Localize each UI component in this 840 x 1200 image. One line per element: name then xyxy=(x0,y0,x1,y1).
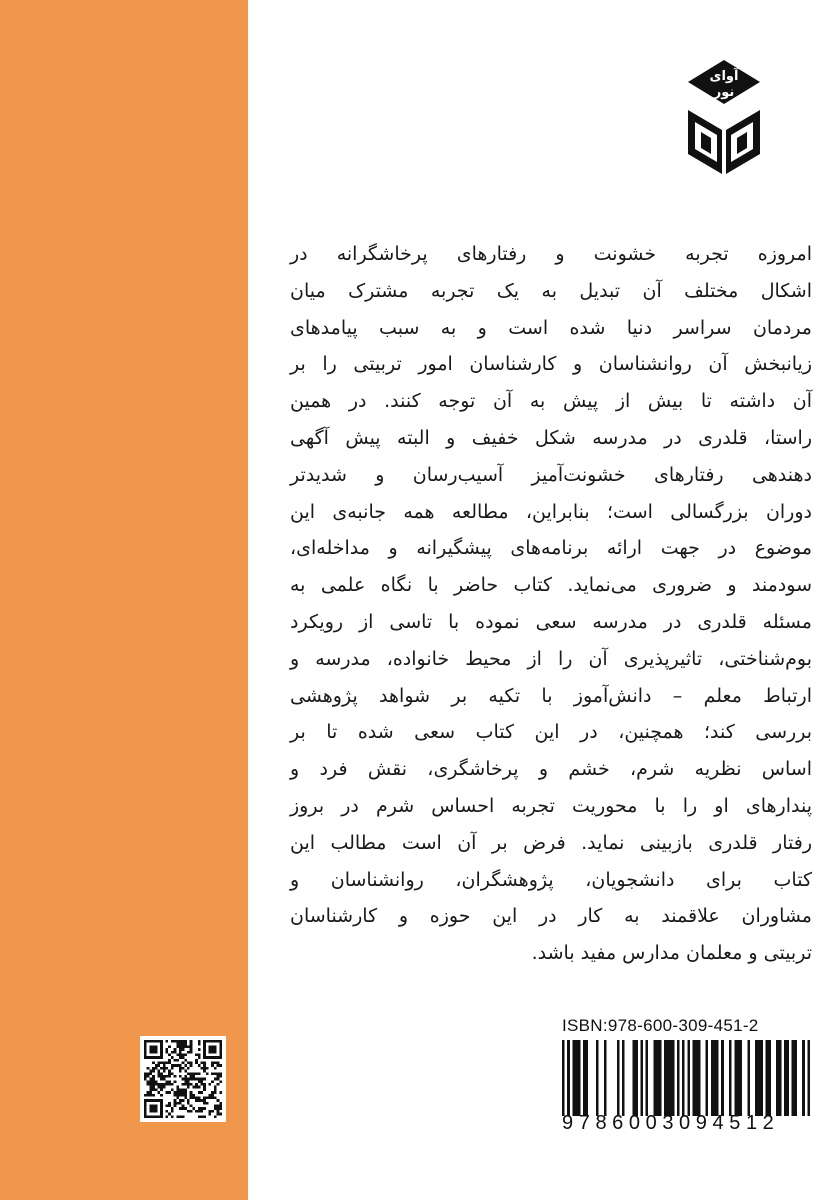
blurb-line: اساس نظریه شرم، خشم و پرخاشگری، نقش فرد و xyxy=(290,758,812,781)
logo-text-line2: نور xyxy=(713,85,735,100)
blurb-line: مشاوران علاقمند به کار در این حوزه و کارشناسان xyxy=(290,905,812,928)
barcode-digits: 9786003094512 xyxy=(562,1112,780,1134)
blurb-line: پندارهای او را با محوریت تجربه احساس شرم در بروز xyxy=(290,794,812,817)
blurb-line: مردمان سراسر دنیا شده است و به سبب پیامدهای xyxy=(290,316,812,339)
publisher-logo-icon xyxy=(686,58,762,176)
logo-text-line1: آوای xyxy=(709,69,739,84)
blurb-line: کتاب برای دانشجویان، پژوهشگران، روانشناسان و xyxy=(290,868,812,891)
isbn-label: ISBN:978-600-309-451-2 xyxy=(562,1016,759,1035)
qr-code-icon xyxy=(140,1036,226,1122)
blurb-line: سودمند و ضروری می‌نماید. کتاب حاضر با نگاه علمی به xyxy=(290,574,812,597)
blurb-line: تربیتی و معلمان مدارس مفید باشد. xyxy=(531,942,812,965)
blurb-line: بررسی کند؛ همچنین، در این کتاب سعی شده تا بر xyxy=(290,721,812,744)
blurb-line: موضوع در جهت ارائه برنامه‌های پیشگیرانه و مداخله‌ای، xyxy=(290,537,812,560)
barcode-icon xyxy=(562,1040,810,1116)
blurb-line: آن داشته تا بیش از پیش به آن توجه کنند. در همین xyxy=(290,390,812,413)
blurb-line: اشکال مختلف آن تبدیل به یک تجربه مشترک میان xyxy=(290,279,812,302)
blurb-line: مسئله قلدری در مدرسه سعی نموده با تاسی از رویکرد xyxy=(290,610,812,633)
orange-spine-panel xyxy=(0,0,248,1200)
blurb-line: دهندهی رفتارهای خشونت‌آمیز آسیب‌رسان و شدیدتر xyxy=(290,463,812,486)
blurb-line: ارتباط معلم – دانش‌آموز با تکیه بر شواهد پژوهشی xyxy=(290,684,812,707)
back-cover-blurb xyxy=(290,236,812,972)
blurb-line: بوم‌شناختی، تاثیرپذیری آن را از محیط خانواده، مدرسه و xyxy=(290,647,812,670)
blurb-line: رفتار قلدری بازبینی نماید. فرض بر آن است مطالب این xyxy=(290,831,812,854)
blurb-line: راستا، قلدری در مدرسه شکل خفیف و البته پیش آگهی xyxy=(290,426,812,449)
blurb-line: زیانبخش آن روانشناسان و کارشناسان امور تربیتی را بر xyxy=(290,353,812,376)
blurb-line: امروزه تجربه خشونت و رفتارهای پرخاشگرانه در xyxy=(290,243,812,265)
blurb-line: دوران بزرگسالی است؛ بنابراین، مطالعه همه جانبه‌ی این xyxy=(290,500,812,523)
